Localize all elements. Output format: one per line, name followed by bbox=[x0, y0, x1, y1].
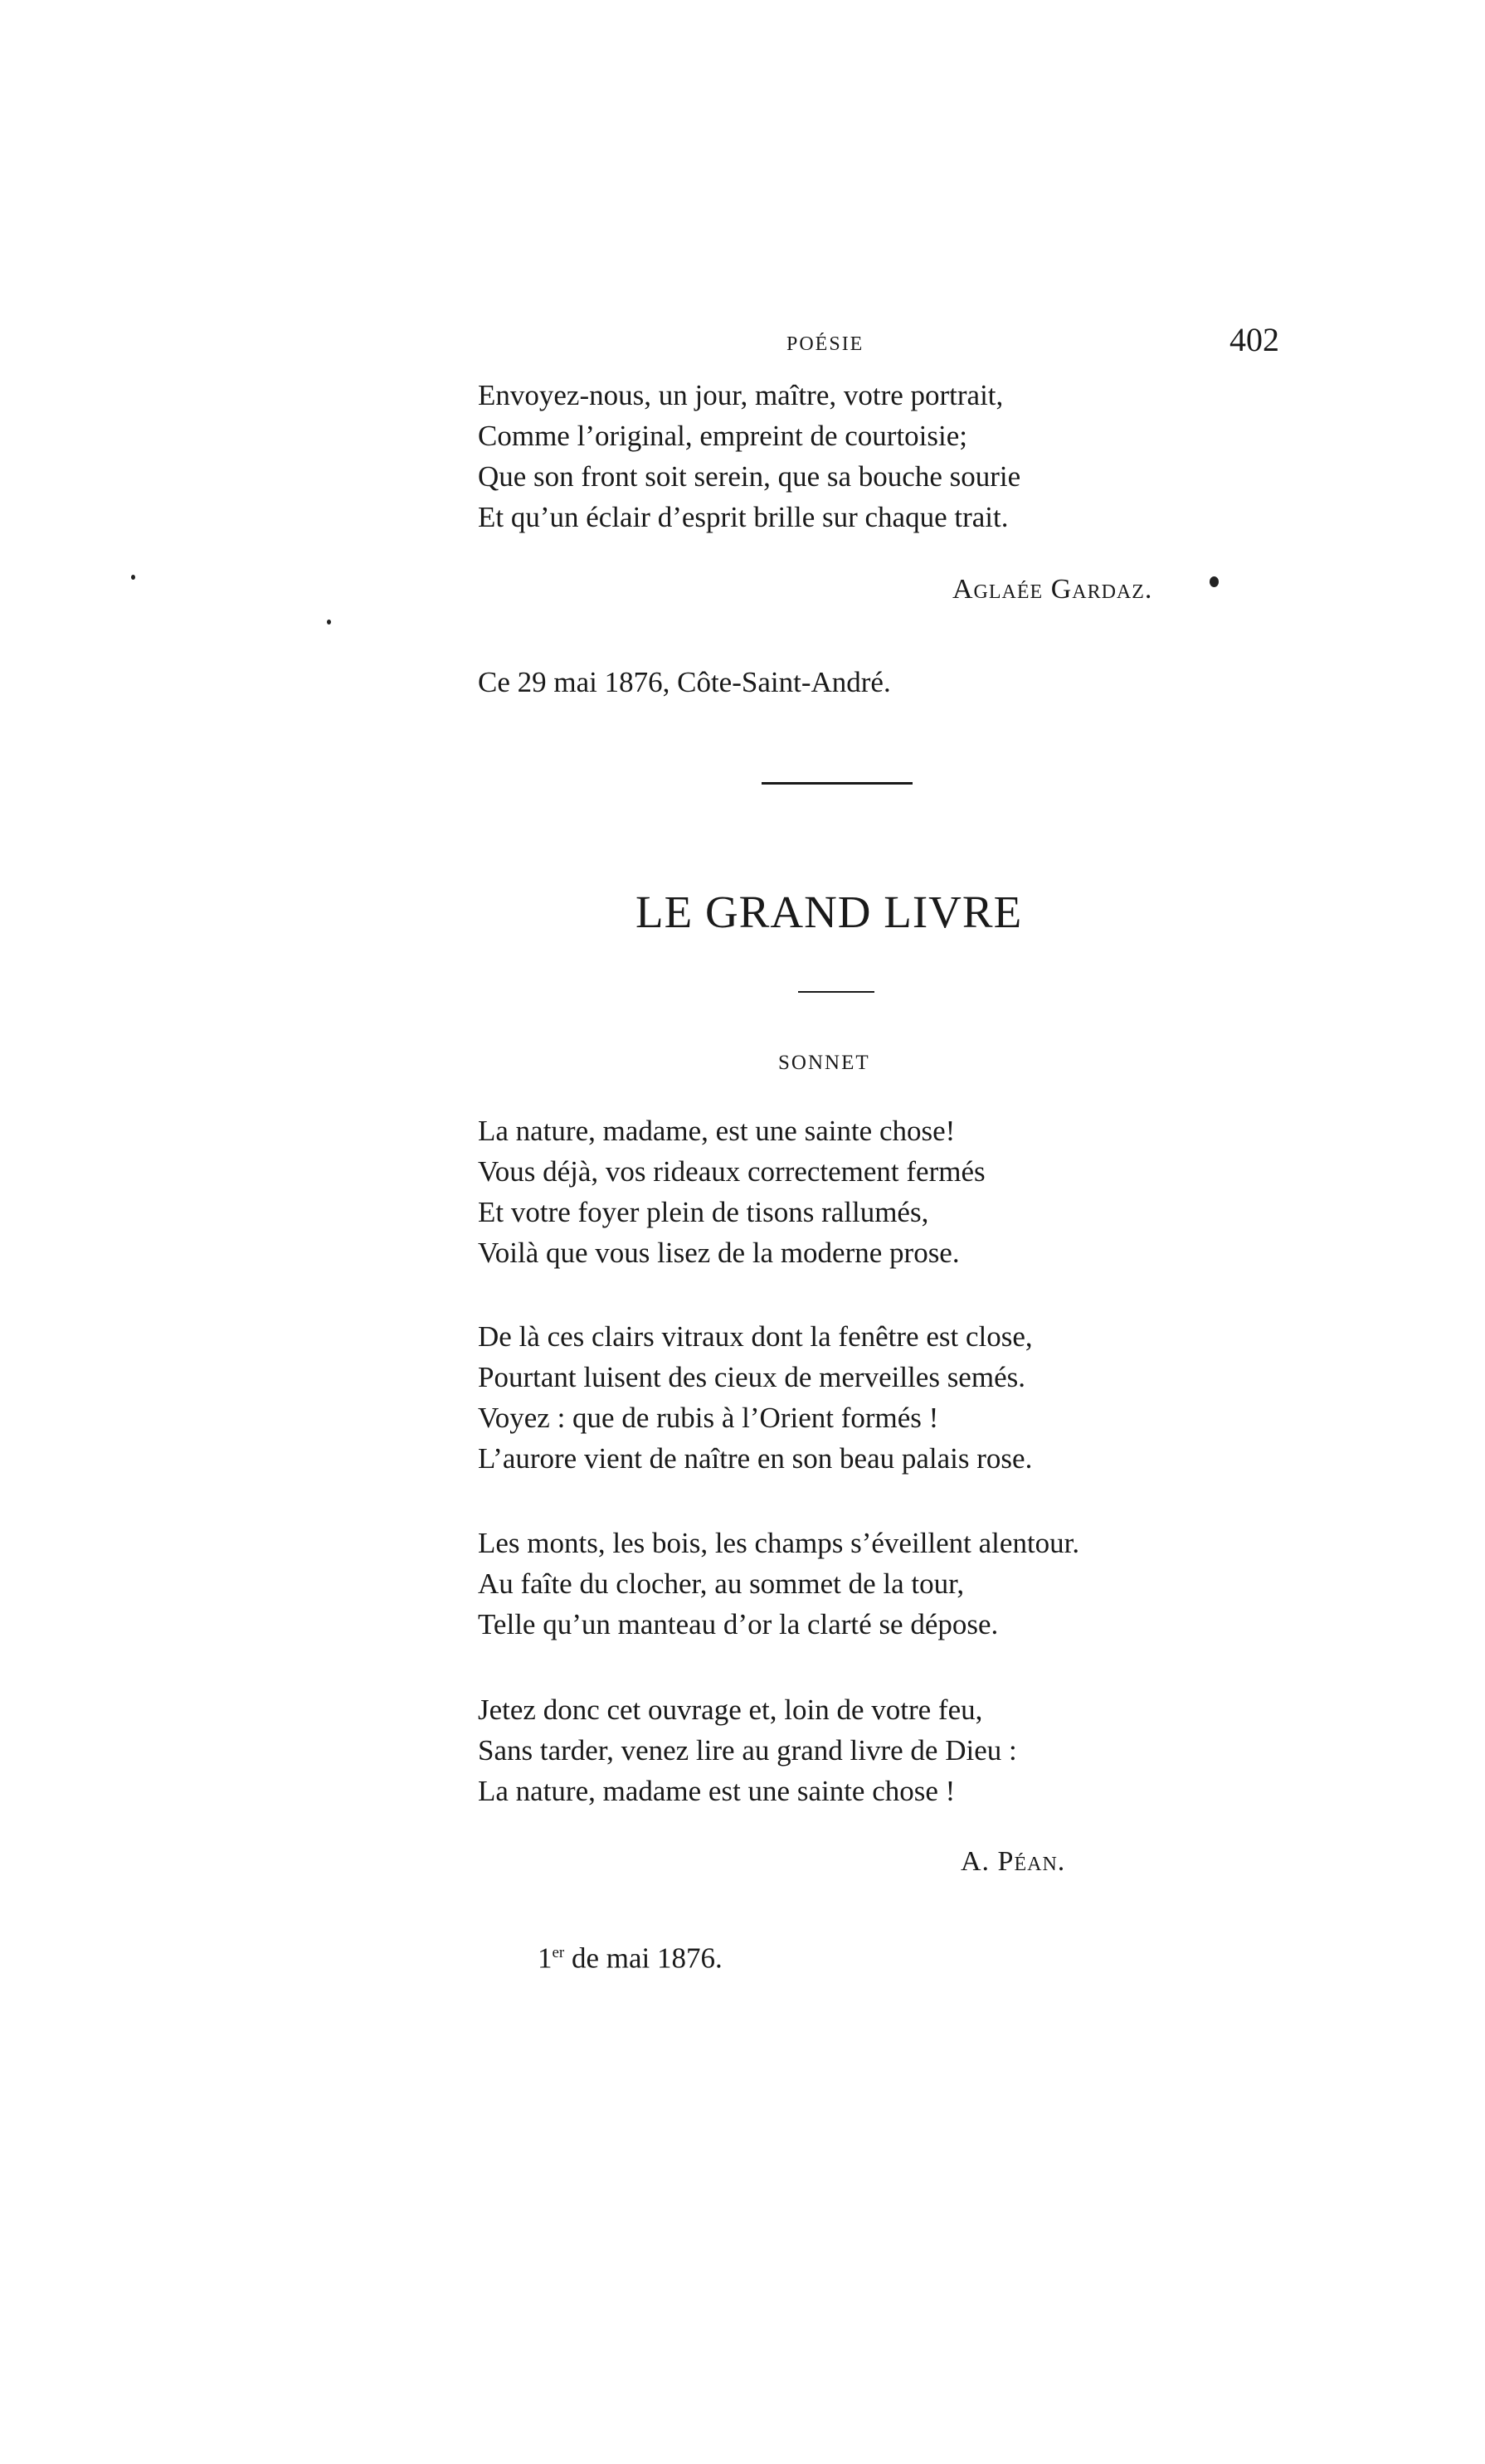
dateline-superscript: er bbox=[552, 1944, 565, 1961]
dateline bbox=[538, 1932, 723, 1979]
ink-speck bbox=[1210, 576, 1219, 587]
author-signature: A. Péan. bbox=[961, 1846, 1066, 1877]
verse-line: Voyez : que de rubis à l’Orient formés ! bbox=[478, 1402, 939, 1434]
sonnet-tercet-1 bbox=[478, 1523, 1079, 1645]
title-rule bbox=[798, 991, 874, 993]
verse-line: Envoyez-nous, un jour, maître, votre portrait, bbox=[478, 379, 1004, 411]
dateline: Ce 29 mai 1876, Côte-Saint-André. bbox=[478, 666, 891, 698]
verse-line: Au faîte du clocher, au sommet de la tour, bbox=[478, 1567, 965, 1600]
ink-speck bbox=[131, 575, 135, 580]
ink-speck bbox=[327, 620, 331, 625]
section-divider bbox=[762, 782, 913, 785]
sonnet-quatrain-1 bbox=[478, 1111, 986, 1273]
verse-line: Jetez donc cet ouvrage et, loin de votre feu, bbox=[478, 1694, 983, 1726]
sonnet-tercet-2 bbox=[478, 1689, 1017, 1811]
poem-closing-stanza bbox=[478, 375, 1020, 537]
verse-line: Voilà que vous lisez de la moderne prose. bbox=[478, 1237, 960, 1269]
verse-line: Sans tarder, venez lire au grand livre de Dieu : bbox=[478, 1734, 1017, 1767]
page-number: 402 bbox=[1229, 321, 1279, 358]
sonnet-quatrain-2 bbox=[478, 1316, 1033, 1479]
verse-line: Et qu’un éclair d’esprit brille sur chaque trait. bbox=[478, 501, 1009, 533]
verse-line: Pourtant luisent des cieux de merveilles semés. bbox=[478, 1361, 1025, 1393]
verse-line: Et votre foyer plein de tisons rallumés, bbox=[478, 1196, 929, 1228]
verse-line: Telle qu’un manteau d’or la clarté se dépose. bbox=[478, 1608, 999, 1640]
verse-line: Comme l’original, empreint de courtoisie; bbox=[478, 420, 967, 452]
verse-line: La nature, madame, est une sainte chose! bbox=[478, 1115, 956, 1147]
author-signature: Aglaée Gardaz. bbox=[952, 574, 1153, 605]
dateline-day: 1 bbox=[538, 1942, 553, 1975]
verse-line: Vous déjà, vos rideaux correctement fermés bbox=[478, 1155, 986, 1188]
dateline-rest: de mai 1876. bbox=[564, 1942, 723, 1975]
poem-subtitle: SONNET bbox=[778, 1052, 870, 1074]
verse-line: De là ces clairs vitraux dont la fenêtre est close, bbox=[478, 1320, 1033, 1353]
verse-line: Que son front soit serein, que sa bouche sourie bbox=[478, 460, 1021, 493]
running-head: POÉSIE bbox=[786, 333, 864, 355]
poem-title: LE GRAND LIVRE bbox=[635, 887, 1023, 937]
verse-line: La nature, madame est une sainte chose ! bbox=[478, 1775, 956, 1807]
verse-line: Les monts, les bois, les champs s’éveillent alentour. bbox=[478, 1527, 1080, 1559]
verse-line: L’aurore vient de naître en son beau palais rose. bbox=[478, 1442, 1033, 1475]
